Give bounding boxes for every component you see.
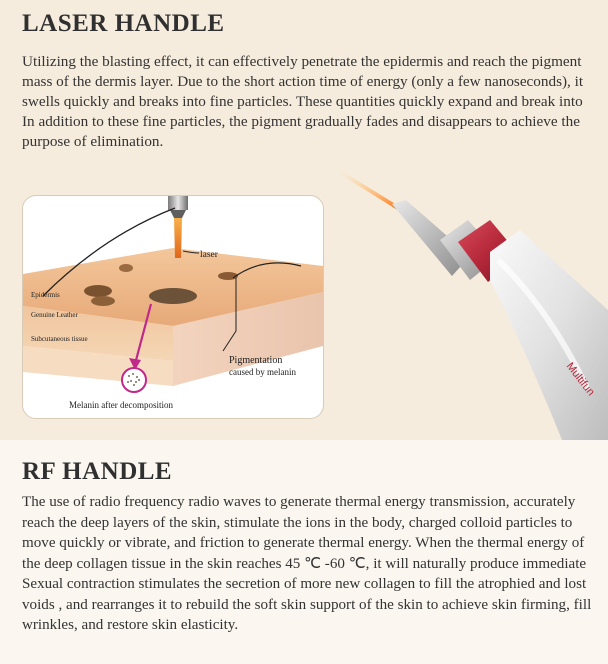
decomposed-melanin-circle [122,368,146,392]
skin-diagram-illustration [23,196,323,418]
laser-nozzle [168,196,188,210]
label-epidermis: Epidermis [31,291,60,299]
laser-handle-description: Utilizing the blasting effect, it can effectively penetrate the epidermis and reach the pigment mass of the dermis layer. Due to the short action time of energy (only a few nanoseconds), it swells quickly and breaks into fine particles. These quantities quickly expand and break into In addition to these fine particles, the pigment gradually fades and disappears to achieve the purpose of elimination. [22,53,584,150]
label-caused-by-melanin: caused by melanin [229,367,296,377]
label-laser: laser [200,250,218,260]
rf-handle-description: The use of radio frequency radio waves to generate thermal energy transmission, accurately reach the deep layers of the skin, stimulate the ions in the body, charged colloid particles to move quickly or vibrate, and friction to generate thermal energy. When the thermal energy of the deep collagen tissue in the skin reaches 45 ℃ -60 ℃, it will naturally produce immediate Sexual contraction stimulates the secretion of more new collagen to fill the atrophied and lost voids , and rearranges it to rebuild the soft skin support of the skin to achieve skin firming, fill wrinkles, and restore skin elasticity. [22,494,592,633]
rf-handle-title: RF HANDLE [22,458,173,485]
label-subcutaneous: Subcutaneous tissue [31,335,88,343]
skin-diagram [22,195,324,419]
laser-handle-title: LASER HANDLE [22,10,225,37]
laser-handpiece-image [330,160,608,444]
label-pigmentation: Pigmentation [229,355,283,366]
label-melanin-after: Melanin after decomposition [69,400,173,410]
handpiece-body [490,230,608,440]
handpiece-brand-text: Multifun [563,360,597,399]
label-genuine-leather: Genuine Leather [31,311,78,319]
handpiece-illustration [330,160,608,440]
laser-beam [174,218,182,258]
laser-ray [340,172,398,208]
